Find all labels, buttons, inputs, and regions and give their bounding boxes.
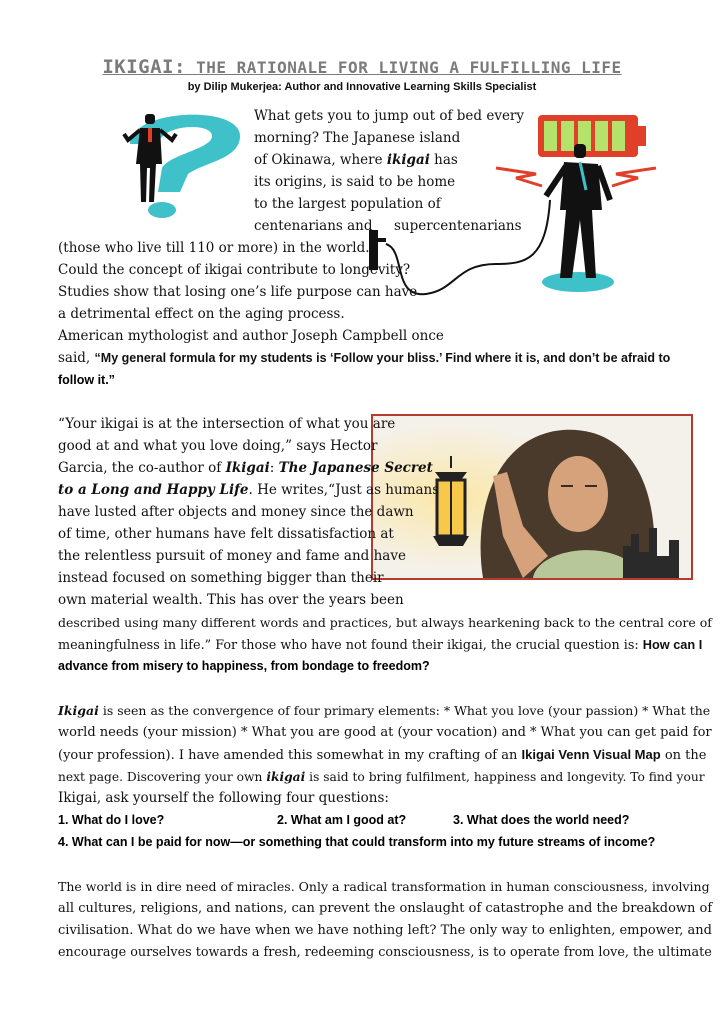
book-subtitle: The Japanese Secret — [278, 460, 433, 476]
s3-text: next page. Discovering your own — [58, 770, 267, 784]
intro-line-12 — [58, 349, 670, 368]
venn-map-reference: Ikigai Venn Visual Map — [521, 747, 661, 762]
s2-text: Garcia, the co-author of — [58, 460, 226, 476]
intro-line-4: its origins, is said to be home — [254, 174, 456, 190]
s3-text: on the — [660, 748, 707, 763]
s3-line-4 — [58, 767, 705, 787]
ikigai-emphasis: Ikigai — [58, 703, 99, 718]
s2-line-8: instead focused on something bigger than their — [58, 570, 384, 586]
book-subtitle: to a Long and Happy Life — [58, 482, 249, 498]
s3-text: is seen as the convergence of four primary elements: * What you love (your passion) * What the — [98, 703, 711, 718]
ikigai-emphasis: ikigai — [266, 769, 306, 784]
question-4: 4. What can I be paid for now—or something that could transform into my future streams of income? — [58, 835, 656, 849]
book-title: Ikigai — [225, 460, 270, 476]
intro-text: of Okinawa, where — [254, 152, 387, 168]
s3-text: is said to bring fulfilment, happiness and longevity. To find your — [305, 770, 705, 784]
s2-line-3 — [58, 459, 433, 478]
question-1: 1. What do I love? — [58, 813, 165, 827]
s4-line-4: encourage ourselves towards a fresh, redeeming consciousness, is to operate from love, the ultimate — [58, 945, 712, 960]
s2-line-5: have lusted after objects and money since the dawn — [58, 504, 414, 520]
intro-line-7: (those who live till 110 or more) in the world. — [58, 240, 370, 256]
intro-line-1: What gets you to jump out of bed every — [254, 108, 525, 124]
s2-line-2: good at and what you love doing,” says Hector — [58, 438, 378, 454]
businessman-question-mark-icon — [100, 104, 250, 224]
s2-line-9: own material wealth. This has over the years been — [58, 592, 404, 608]
intro-line-13: follow it.” — [58, 373, 115, 387]
s4-line-2: all cultures, religions, and nations, can prevent the onslaught of catastrophe and the breakdown of — [58, 901, 713, 916]
intro-line-8: Could the concept of ikigai contribute to longevity? — [58, 262, 411, 278]
s3-line-1 — [58, 701, 710, 720]
s2-line-11 — [58, 635, 702, 655]
intro-line-3 — [254, 151, 458, 170]
intro-line-5: to the largest population of — [254, 196, 441, 212]
intro-line-6a: centenarians and — [254, 218, 373, 234]
s3-line-3 — [58, 745, 706, 765]
intro-text: has — [429, 152, 458, 168]
intro-line-11: American mythologist and author Joseph Campbell once — [58, 328, 444, 344]
author-byline: by Dilip Mukerjea: Author and Innovative Learning Skills Specialist — [187, 81, 537, 93]
intro-line-9: Studies show that losing one’s life purpose can have — [58, 284, 418, 300]
s2-text: . He writes,“Just as humans — [248, 482, 440, 498]
intro-line-6b: supercentenarians — [394, 218, 522, 234]
s2-line-4 — [58, 481, 439, 500]
page-title: IKIGAI: THE RATIONALE FOR LIVING A FULFILLING LIFE — [102, 56, 622, 78]
s2-text: : — [269, 460, 279, 476]
s2-line-12: advance from misery to happiness, from bondage to freedom? — [58, 659, 430, 673]
s3-line-5: Ikigai, ask yourself the following four questions: — [58, 790, 389, 806]
ikigai-emphasis: ikigai — [386, 152, 430, 168]
s2-text: meaningfulness in life.” For those who have not found their ikigai, the crucial question is: — [58, 638, 643, 653]
question-3: 3. What does the world need? — [453, 813, 630, 827]
s3-text: (your profession). I have amended this somewhat in my crafting of an — [58, 748, 522, 763]
intro-line-10: a detrimental effect on the aging process. — [58, 306, 345, 322]
s3-line-2: world needs (your mission) * What you are good at (your vocation) and * What you can get paid for — [58, 725, 712, 740]
s4-line-1: The world is in dire need of miracles. Only a radical transformation in human consciousness, involving — [58, 879, 710, 894]
s2-line-7: the relentless pursuit of money and fame and have — [58, 548, 406, 564]
intro-line-2: morning? The Japanese island — [254, 130, 461, 146]
crucial-question: How can I — [642, 637, 703, 652]
s2-line-1: “Your ikigai is at the intersection of what you are — [58, 416, 396, 432]
campbell-quote: “My general formula for my students is ‘Follow your bliss.’ Find where it is, and don’t be afraid to — [94, 351, 671, 365]
intro-text: said, — [58, 350, 95, 366]
question-2: 2. What am I good at? — [277, 813, 407, 827]
s4-line-3: civilisation. What do we have when we have nothing left? The only way to enlighten, empower, and — [58, 923, 712, 938]
s2-line-6: of time, other humans have felt dissatisfaction at — [58, 526, 394, 542]
s2-line-10: described using many different words and practices, but always hearkening back to the central core of — [58, 615, 712, 630]
